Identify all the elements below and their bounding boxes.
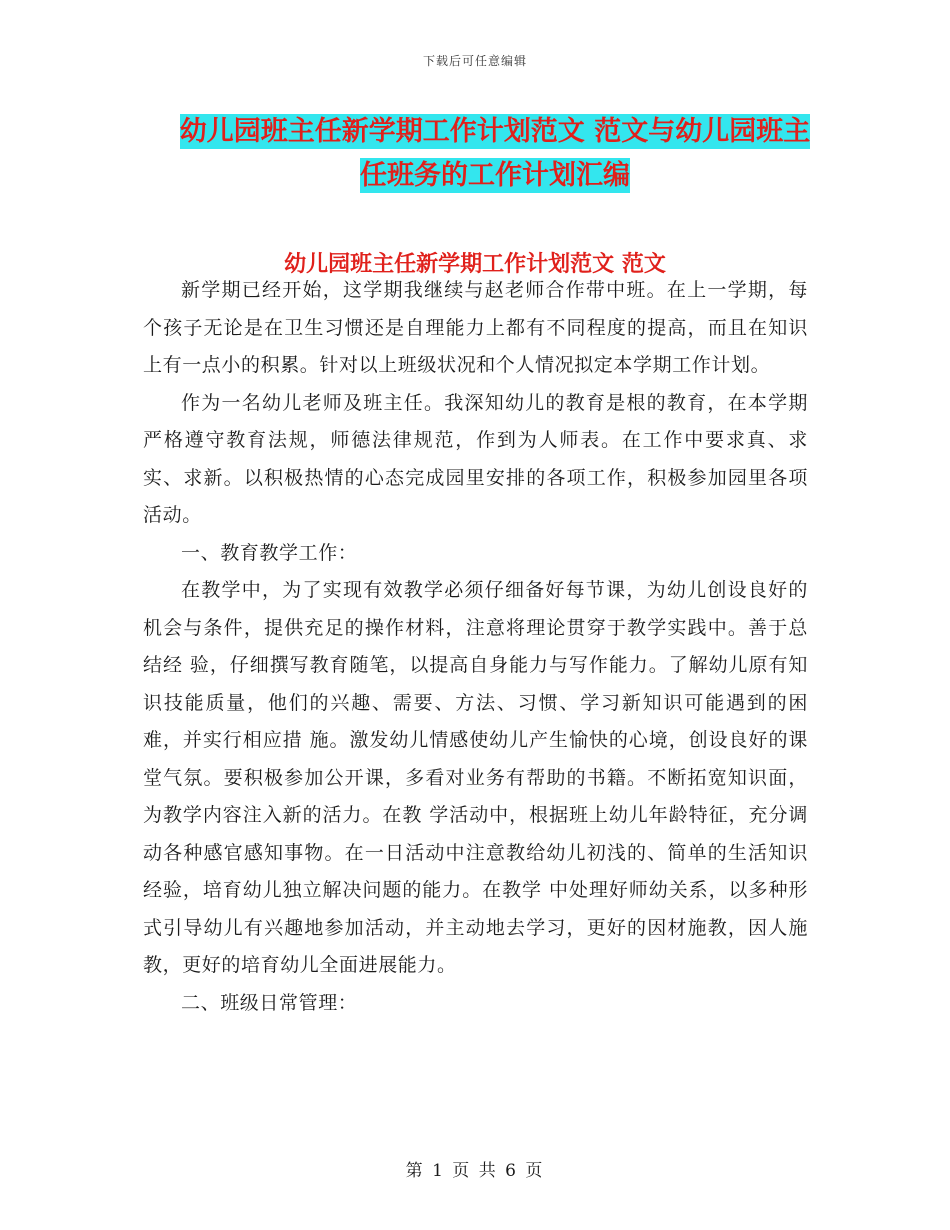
paragraph: 作为一名幼儿老师及班主任。我深知幼儿的教育是根的教育，在本学期严格遵守教育法规，师德法律规范，作到为人师表。在工作中要求真、求实、求新。以积极热情的心态完成园里安排的各项工作，积极参加园里各项活动。 [143, 391, 808, 526]
document-title [130, 110, 860, 198]
section-title: 幼儿园班主任新学期工作计划范文 范文 [284, 252, 666, 277]
paragraph: 在教学中，为了实现有效教学必须仔细备好每节课，为幼儿创设良好的机会与条件，提供充足的操作材料，注意将理论贯穿于教学实践中。善于总结经 验，仔细撰写教育随笔，以提高自身能力与写作能力。了解幼儿原有知识技能质量，他们的兴趣、需要、方法、习惯、学习新知识可能遇到的困难，并实行相应措 施。激发幼儿情感使幼儿产生愉快的心境，创设良好的课堂气氛。要积极参加公开课，多看对业务有帮助的书籍。不断拓宽知识面，为教学内容注入新的活力。在教 学活动中，根据班上幼儿年龄特征，充分调动各种感官感知事物。在一日活动中注意教给幼儿初浅的、简单的生活知识经验，培育幼儿独立解决问题的能力。在教学 中处理好师幼关系，以多种形式引导幼儿有兴趣地参加活动，并主动地去学习，更好的因材施教，因人施教，更好的培育幼儿全面进展能力。 [143, 579, 808, 976]
header-note: 下载后可任意编辑 [422, 54, 527, 68]
paragraph: 新学期已经开始，这学期我继续与赵老师合作带中班。在上一学期，每个孩子无论是在卫生习惯还是自理能力上都有不同程度的提高，而且在知识上有一点小的积累。针对以上班级状况和个人情况拟定本学期工作计划。 [143, 279, 808, 376]
document-title-line-2: 任班务的工作计划汇编 [360, 160, 630, 191]
section-heading: 一、教育教学工作： [181, 541, 358, 564]
document-title-line-1: 幼儿园班主任新学期工作计划范文 范文与幼儿园班主 [179, 116, 811, 147]
section-heading: 二、班级日常管理： [181, 991, 358, 1014]
document-body [143, 272, 808, 1022]
page-number: 第 1 页 共 6 页 [405, 1161, 545, 1181]
